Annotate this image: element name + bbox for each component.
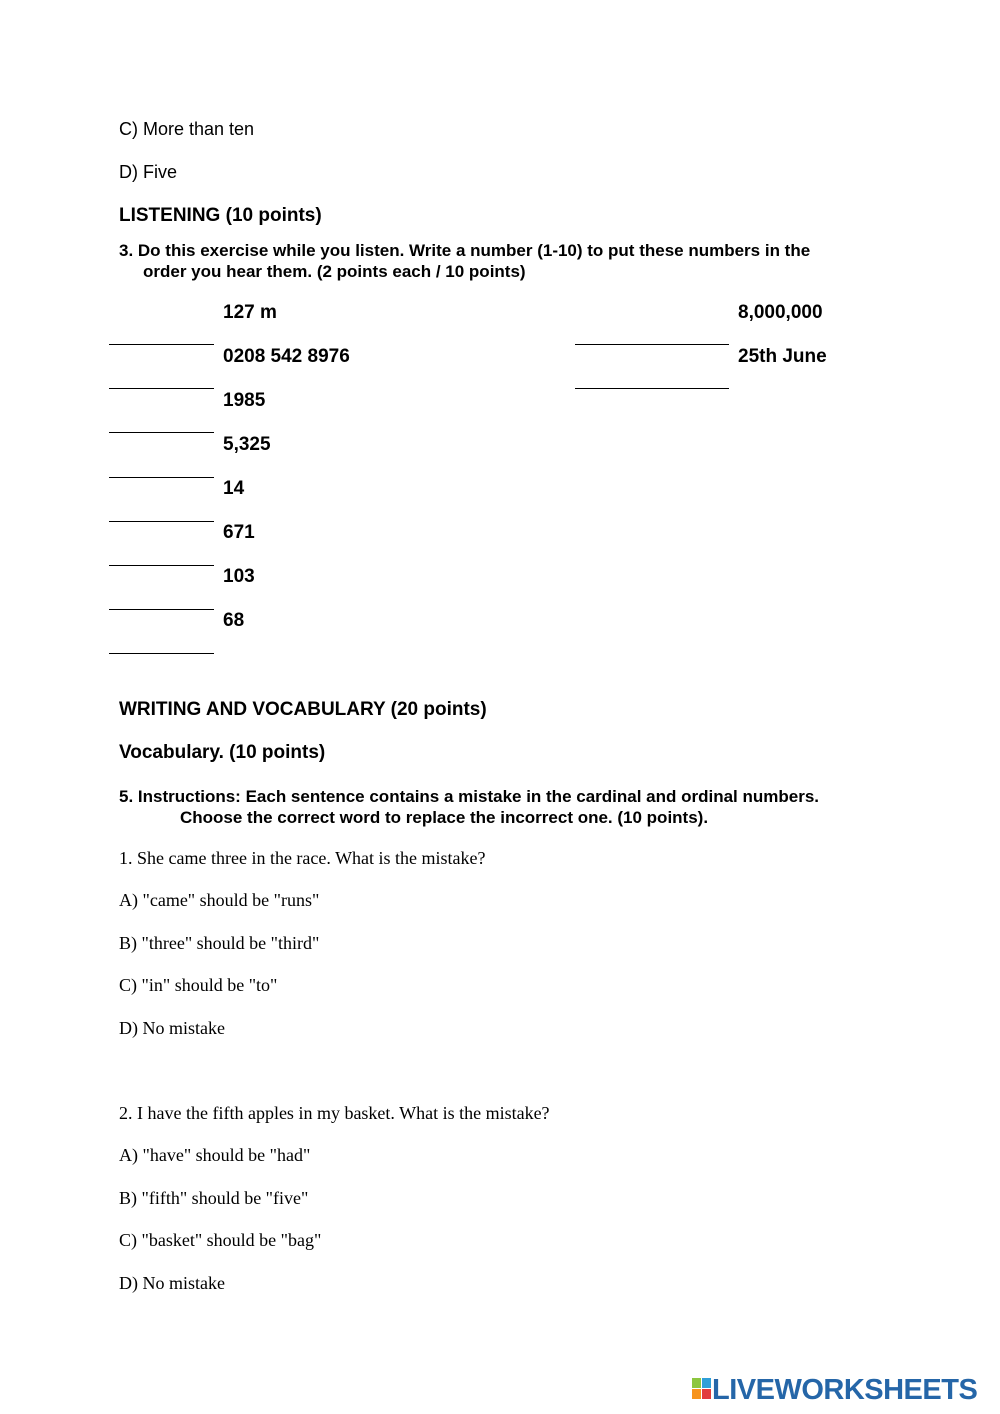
answer-blank[interactable] [109,432,214,433]
answer-blank[interactable] [109,609,214,610]
answer-blank[interactable] [109,344,214,345]
option-c: C) More than ten [119,119,255,139]
number-item: 25th June [738,346,827,367]
number-item: 127 m [223,302,277,323]
answer-blank[interactable] [109,653,214,654]
answer-option[interactable]: A) "came" should be "runs" [119,890,320,910]
logo-mark-icon [692,1378,712,1400]
answer-blank[interactable] [575,388,729,389]
listening-instruction-line2: order you hear them. (2 points each / 10 points) [143,262,526,281]
answer-option[interactable]: A) "have" should be "had" [119,1145,311,1165]
number-item: 8,000,000 [738,302,823,323]
vocabulary-instruction-line1: 5. Instructions: Each sentence contains a mistake in the cardinal and ordinal numbers. [119,787,820,806]
answer-option[interactable]: C) "in" should be "to" [119,975,278,995]
number-item: 14 [223,478,245,499]
option-d: D) Five [119,162,177,182]
answer-option[interactable]: D) No mistake [119,1018,225,1038]
number-item: 671 [223,522,255,543]
number-item: 0208 542 8976 [223,346,350,367]
vocabulary-instruction-line2: Choose the correct word to replace the incorrect one. (10 points). [180,808,709,827]
answer-option[interactable]: B) "three" should be "third" [119,933,320,953]
number-item: 68 [223,610,245,631]
question-prompt: 1. She came three in the race. What is the mistake? [119,848,486,868]
number-item: 1985 [223,390,266,411]
answer-option[interactable]: C) "basket" should be "bag" [119,1230,322,1250]
vocabulary-heading: Vocabulary. (10 points) [119,742,326,763]
answer-blank[interactable] [109,565,214,566]
logo-text: LIVEWORKSHEETS [712,1374,978,1406]
answer-blank[interactable] [109,521,214,522]
question-prompt: 2. I have the fifth apples in my basket. What is the mistake? [119,1103,550,1123]
answer-option[interactable]: D) No mistake [119,1273,225,1293]
listening-heading: LISTENING (10 points) [119,205,322,226]
answer-blank[interactable] [109,477,214,478]
answer-blank[interactable] [575,344,729,345]
answer-option[interactable]: B) "fifth" should be "five" [119,1188,309,1208]
number-item: 5,325 [223,434,271,455]
answer-blank[interactable] [109,388,214,389]
listening-instruction-line1: 3. Do this exercise while you listen. Write a number (1-10) to put these numbers in the [119,241,811,260]
writing-heading: WRITING AND VOCABULARY (20 points) [119,699,487,720]
number-item: 103 [223,566,255,587]
